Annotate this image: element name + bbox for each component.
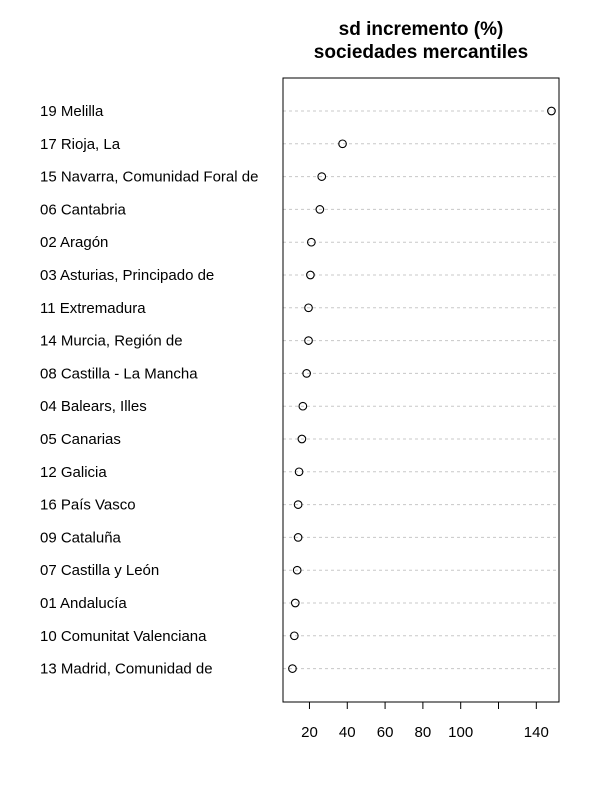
category-label: 14 Murcia, Región de: [40, 332, 183, 350]
category-label: 12 Galicia: [40, 463, 107, 481]
chart-title: [314, 19, 528, 63]
category-label: 03 Asturias, Principado de: [40, 267, 215, 284]
category-labels: [40, 103, 258, 678]
category-label: 15 Navarra, Comunidad Foral de: [40, 168, 259, 186]
category-label: 07 Castilla y León: [40, 562, 160, 580]
category-label: 16 País Vasco: [40, 496, 136, 514]
x-tick-label: 140: [523, 724, 549, 741]
x-tick-label: 40: [338, 724, 356, 741]
category-label: 02 Aragón: [40, 234, 109, 252]
category-label: 04 Balears, Illes: [40, 398, 147, 416]
x-tick-label: 80: [414, 724, 432, 741]
plot-frame: [283, 78, 559, 702]
chart-title-line-1: sd incremento (%): [338, 19, 504, 40]
category-label: 06 Cantabria: [40, 201, 126, 219]
category-label: 09 Cataluña: [40, 529, 121, 547]
category-label: 19 Melilla: [40, 103, 104, 120]
grid-lines: [283, 111, 559, 669]
category-label: 10 Comunitat Valenciana: [40, 627, 207, 645]
chart-title-line-2: sociedades mercantiles: [313, 42, 529, 63]
category-label: 05 Canarias: [40, 431, 121, 448]
x-tick-label: 20: [301, 724, 318, 741]
x-tick-label: 60: [376, 724, 394, 741]
data-points: [289, 107, 556, 672]
category-label: 08 Castilla - La Mancha: [40, 365, 198, 383]
category-label: 13 Madrid, Comunidad de: [40, 660, 213, 678]
category-label: 11 Extremadura: [40, 299, 146, 317]
x-axis: [301, 702, 549, 741]
category-label: 17 Rioja, La: [40, 135, 121, 153]
x-tick-label: 100: [448, 724, 474, 741]
category-label: 01 Andalucía: [40, 595, 127, 612]
